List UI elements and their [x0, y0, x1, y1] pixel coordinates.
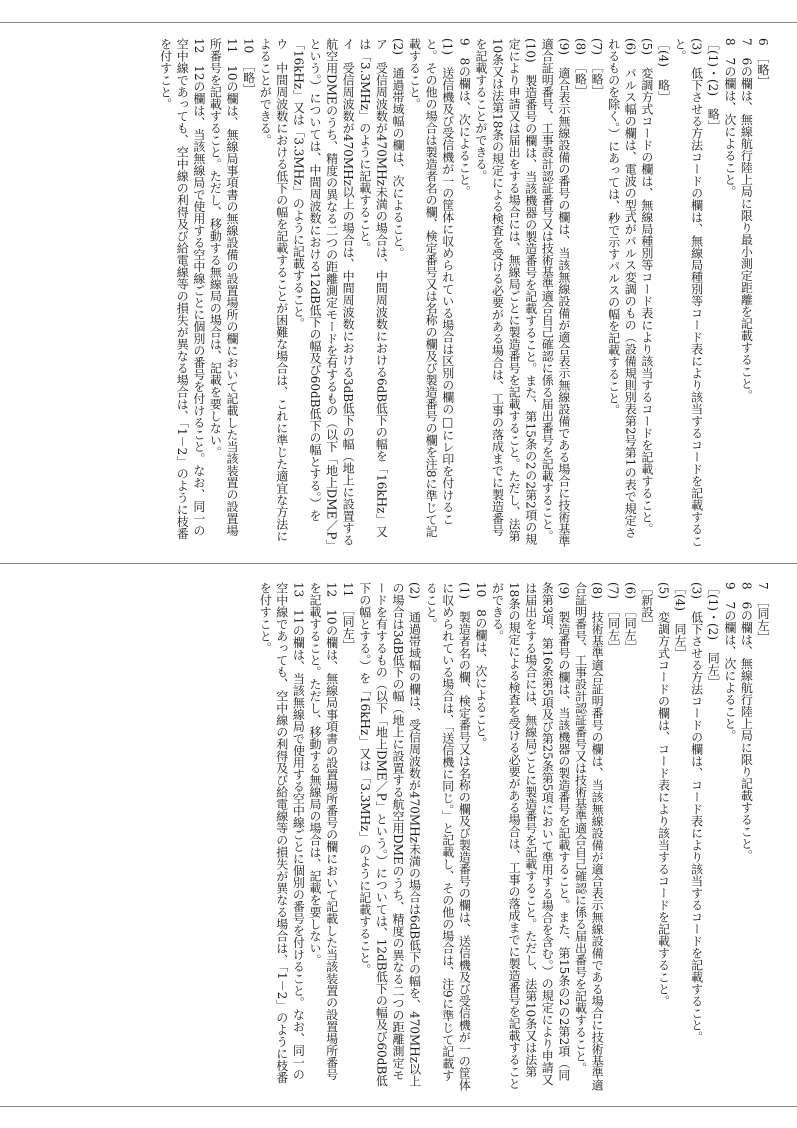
revised-text-line: (2) 通過帯域幅の欄は、次によること。 — [390, 38, 405, 259]
revised-text-line: ア 受信周波数が470MHz未満の場合は、中間周波数における6dB低下の幅を「16kHz」又は「3.3MHz」のように記載すること。 — [357, 38, 389, 538]
revised-text-line: 10 ［略］ — [241, 38, 256, 96]
revised-text-line: ウ 中間周波数における低下の幅を記載することが困難な場合は、これに準じた適宜な方法によることができる。 — [258, 38, 289, 542]
top-rule — [0, 22, 797, 23]
revised-text-line: 9 8の欄は、次によること。 — [457, 38, 472, 198]
revised-text-line: 7 6の欄は、無線航行陸上局に限り最小測定距離を記載すること。 — [739, 38, 754, 402]
current-text-line: (7) ［同左］ — [606, 582, 621, 653]
revised-text-line: (9) 適合表示無線設備の番号の欄は、当該無線設備が適合表示無線設備である場合に技術基準適合証明番号、工事設計認証番号又は技術基準適合自己確認に係る届出番号を記載すること。 — [540, 38, 571, 547]
middle-rule — [0, 563, 797, 564]
current-text-line: 13 11の欄は、当該無線局で使用する空中線ごとに個別の番号を付けること。なお、同一の空中線であっても、空中線の利得及び給電線等の損失が異なる場合は、「1－2」のように枝番を付すこと。 — [258, 582, 306, 1084]
current-text-line: (6) ［同左］ — [623, 582, 638, 653]
revised-text-line: (5) 変調方式コードの欄は、無線局種別等コード表により該当するコードを記載すること。 — [639, 38, 654, 535]
current-text-line: 9 7の欄は、次によること。 — [722, 582, 737, 742]
revised-text-line: イ 受信周波数が470MHz以上の場合は、中間周波数における3dB低下の幅（地上に設置する航空用DMEのうち、精度の異なる二つの距離測定モードを有するもの（以下「地上DME／P」という。）については、中間周波数における12dB低下の幅及び60dB低下の幅とする。）を「16kHz」又は「3.3MHz」のように記載すること。 — [291, 38, 356, 547]
current-text-line: ［(4) 同左］ — [673, 582, 688, 659]
bottom-rule — [0, 1106, 797, 1107]
revised-text-line: (1) 送信機及び受信機が一の筐体に収められている場合は区別の欄の□にレ印を付けること。その他の場合は製造者名の欄、検定番号又は名称の欄及び製造番号の欄を注8に準じて記載すること。 — [407, 38, 455, 538]
current-text-line: 10 8の欄は、次によること。 — [473, 582, 488, 749]
revised-text-line: 6 ［略］ — [756, 38, 770, 88]
revised-text-line: (8) ［略］ — [573, 38, 588, 97]
current-text-line: 11 ［同左］ — [341, 582, 356, 652]
current-text-line: (1) 製造者名の欄、検定番号又は名称の欄及び製造番号の欄は、送信機及び受信機が一の筐体に収められている場合は、「送信機に同じ。」と記載し、その他の場合は、注9に準じて記載すること。 — [424, 582, 472, 1091]
current-text-column — [55, 582, 771, 1092]
revised-text-line: ［(4) 略］ — [656, 38, 671, 103]
revised-text-line: 8 7の欄は、次によること。 — [722, 38, 737, 198]
current-text-line: (2) 通過帯域幅の欄は、受信周波数が470MHz未満の場合は6dB低下の幅を、470MHz以上の場合は3dB低下の幅（地上に設置する航空用DMEのうち、精度の異なる二つの距離測定モードを有するもの（以下「地上DME／P」という。）については、12dB低下の幅及び60dB低下の幅とする。）を「16kHz」又は「3.3MHz」のように記載すること。 — [357, 582, 422, 1088]
revised-text-line: 12 12の欄は、当該無線局で使用する空中線ごとに個別の番号を付けること。なお、同一の空中線であっても、空中線の利得及び給電線等の損失が異なる場合は、「1－2」のように枝番を付すこと。 — [158, 38, 206, 540]
current-text-line: (8) 技術基準適合証明番号の欄は、当該無線設備が適合表示無線設備である場合に技術基準適合証明番号、工事設計認証番号又は技術基準適合自己確認に係る届出番号を記載すること。 — [573, 582, 605, 1091]
current-text-line: 12 10の欄は、無線局事項書の設置場所番号の欄において記載した当該装置の設置場所番号を記載すること。ただし、移動する無線局の場合は、記載を要しない。 — [307, 582, 339, 1081]
revised-text-line: 11 10の欄は、無線局事項書の無線設備の設置場所の欄において記載した当該装置の設置場所番号を記載すること。ただし、移動する無線局の場合は、記載を要しない。 — [208, 38, 239, 537]
current-text-section — [55, 582, 771, 1092]
revised-text-line: (7) ［略］ — [590, 38, 605, 97]
revised-text-line: (6) パルス幅の欄は、電波の型式がパルス変調のもの（設備規則別表第2号第1の表で規定されるものを除く。）にあっては、秒で示すパルスの幅を記載すること。 — [606, 38, 638, 539]
current-text-line: (9) 製造番号の欄は、当該機器の製造番号を記載すること。また、第15条の2の2第2項（同条第3項、第16条第5項及び第25条第5項において準用する場合を含む。）の規定により申請又は届出をする場合には、無線局ごとに製造番号を記載すること。ただし、法第10条又は法第18条の規定による検査を受ける必要がある場合は、工事の落成までに製造番号を記載することができる。 — [490, 582, 571, 1090]
current-text-line: (3) 低下させる方法コードの欄は、コード表により該当するコードを記載すること。 — [689, 582, 704, 1043]
current-text-line: (5) 変調方式コードの欄は、コード表により該当するコードを記載すること。 — [656, 582, 671, 1007]
revised-text-column — [55, 38, 771, 548]
revised-text-line: (10) 製造番号の欄は、当該機器の製造番号を記載すること。また、第15条の2の2第2項の規定により申請又は届出をする場合には、無線局ごとに製造番号を記載すること。ただし、法第10条又は法第18条の規定による検査を受ける必要がある場合は、工事の落成までに製造番号を記載することができる。 — [473, 38, 538, 545]
current-text-line: ［新設］ — [639, 582, 654, 630]
current-text-line: 7 ［同左］ — [756, 582, 770, 644]
current-text-line: ［(1)・(2) 同左］ — [706, 582, 721, 688]
revised-text-line: ［(1)・(2) 略］ — [706, 38, 721, 132]
current-text-line: 8 6の欄は、無線航行陸上局に限り記載すること。 — [739, 582, 754, 862]
revised-text-section — [55, 38, 771, 548]
revised-text-line: (3) 低下させる方法コードの欄は、無線局種別等コード表により該当するコードを記載すること。 — [673, 38, 704, 547]
